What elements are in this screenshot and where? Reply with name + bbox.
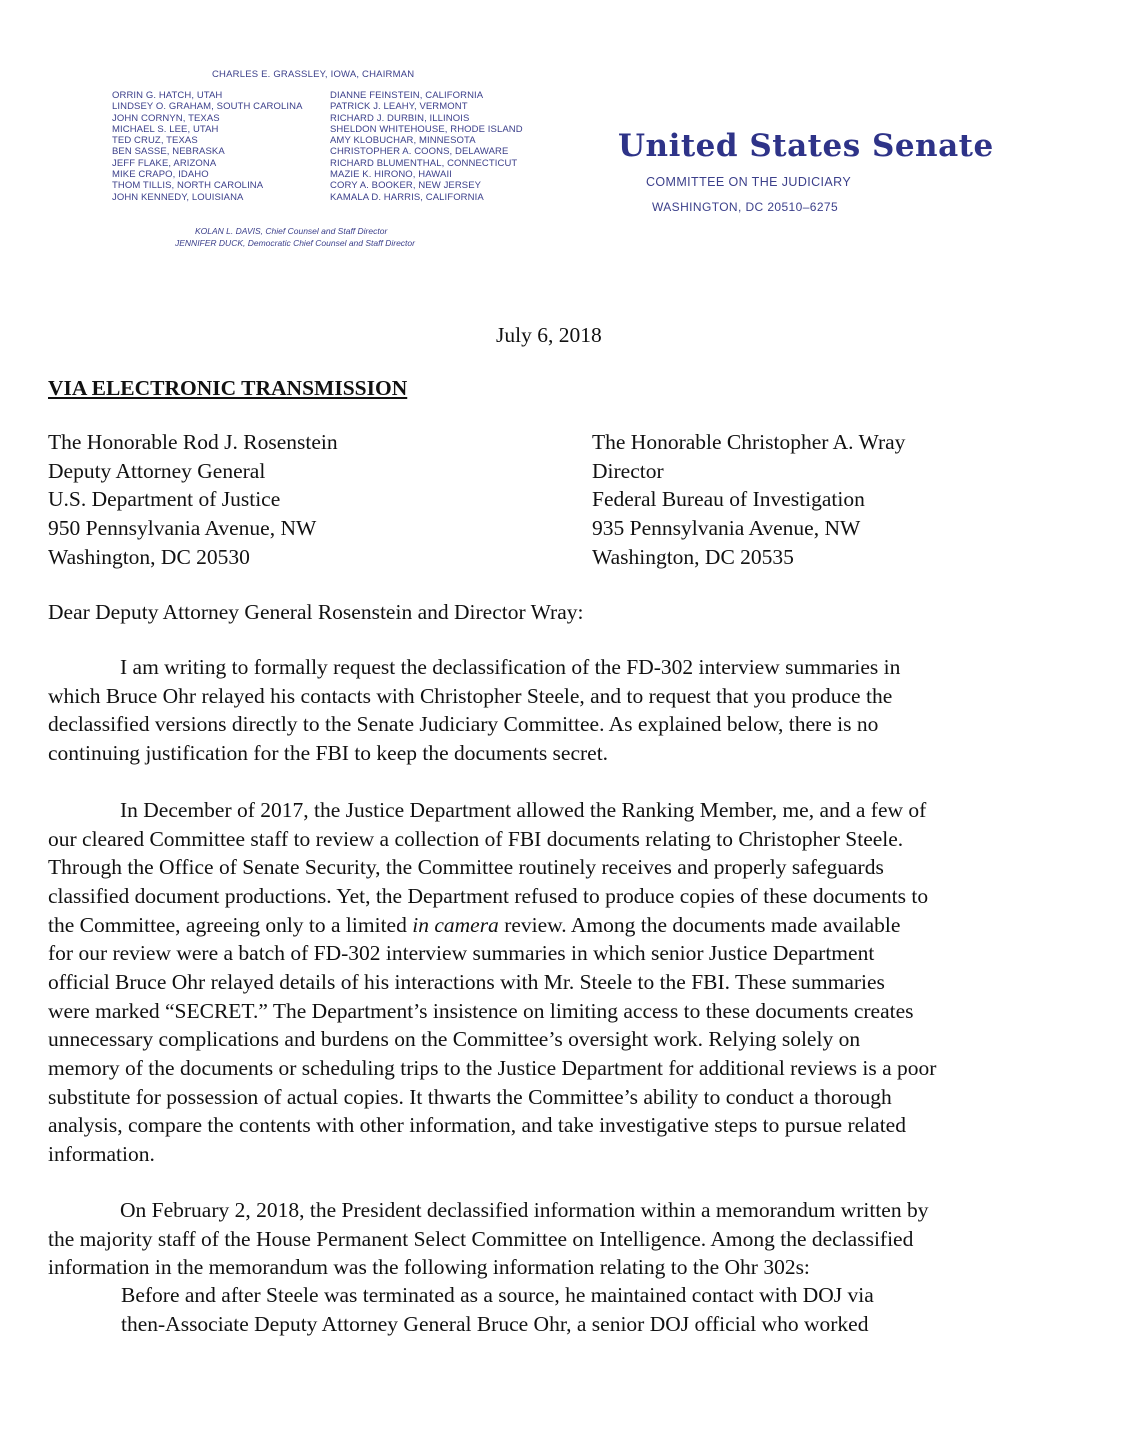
member-name: CHRISTOPHER A. COONS, DELAWARE: [330, 146, 509, 158]
address-line: Director: [592, 458, 664, 483]
member-name: PATRICK J. LEAHY, VERMONT: [330, 101, 468, 113]
address-line: Washington, DC 20530: [48, 544, 250, 569]
block-quote: [121, 1281, 874, 1338]
member-name: DIANNE FEINSTEIN, CALIFORNIA: [330, 90, 484, 101]
recipient-wray: [592, 428, 905, 572]
address-line: U.S. Department of Justice: [48, 487, 281, 512]
paragraph-line: substitute for possession of actual copies. It thwarts the Committee’s ability to conduct a thorough: [48, 1084, 892, 1109]
paragraph-line: In December of 2017, the Justice Department allowed the Ranking Member, me, and a few of: [120, 798, 927, 822]
paragraph-line: the majority staff of the House Permanent Select Committee on Intelligence. Among the declassified: [48, 1226, 914, 1251]
paragraph-line: our cleared Committee staff to review a collection of FBI documents relating to Christopher Steele.: [48, 826, 904, 851]
address-line: 935 Pennsylvania Avenue, NW: [592, 516, 861, 541]
member-name: MAZIE K. HIRONO, HAWAII: [330, 169, 452, 181]
member-name: AMY KLOBUCHAR, MINNESOTA: [330, 135, 476, 147]
address-line: Washington, DC 20535: [592, 544, 794, 569]
paragraph-line: analysis, compare the contents with other information, and take investigative steps to pursue related: [48, 1113, 906, 1138]
paragraph-line: On February 2, 2018, the President declassified information within a memorandum written by: [120, 1198, 929, 1222]
recipient-rosenstein: [48, 428, 338, 572]
paragraph-line: official Bruce Ohr relayed details of his interactions with Mr. Steele to the FBI. These summaries: [48, 969, 885, 994]
member-name: MICHAEL S. LEE, UTAH: [112, 123, 219, 135]
paragraph-line: information in the memorandum was the following information relating to the Ohr 302s:: [48, 1255, 810, 1280]
italic-phrase: in camera: [412, 912, 499, 937]
address-line: Federal Bureau of Investigation: [592, 487, 865, 512]
paragraph-line: classified document productions. Yet, the Department refused to produce copies of these documents to: [48, 883, 929, 908]
member-name: TED CRUZ, TEXAS: [112, 135, 198, 147]
address-line: Deputy Attorney General: [48, 458, 266, 483]
paragraph-3: [48, 1196, 928, 1282]
paragraph-line: which Bruce Ohr relayed his contacts with Christopher Steele, and to request that you produce the: [48, 683, 893, 708]
paragraph-line: memory of the documents or scheduling trips to the Justice Department for additional reviews is a poor: [48, 1055, 937, 1080]
paragraph-line: information.: [48, 1141, 155, 1166]
senate-title: United States Senate: [618, 128, 994, 164]
paragraph-line: were marked “SECRET.” The Department’s insistence on limiting access to these documents creates: [48, 998, 914, 1023]
text-run: the Committee, agreeing only to a limited: [48, 912, 413, 937]
paragraph-line: I am writing to formally request the declassification of the FD-302 interview summaries in: [120, 655, 901, 679]
committee-name: COMMITTEE ON THE JUDICIARY: [646, 175, 852, 189]
paragraph-line: unnecessary complications and burdens on the Committee’s oversight work. Relying solely on: [48, 1027, 861, 1052]
transmission-heading: VIA ELECTRONIC TRANSMISSION: [48, 376, 408, 400]
member-name: RICHARD BLUMENTHAL, CONNECTICUT: [330, 157, 518, 169]
quote-line: Before and after Steele was terminated as a source, he maintained contact with DOJ via: [121, 1283, 874, 1307]
member-name: JOHN KENNEDY, LOUISIANA: [112, 191, 244, 203]
quote-line: then-Associate Deputy Attorney General Bruce Ohr, a senior DOJ official who worked: [121, 1311, 869, 1336]
letter-date: July 6, 2018: [496, 323, 602, 347]
salutation: Dear Deputy Attorney General Rosenstein and Director Wray:: [48, 600, 584, 624]
member-name: BEN SASSE, NEBRASKA: [112, 146, 225, 158]
text-run: review. Among the documents made available: [498, 912, 901, 937]
member-name: JOHN CORNYN, TEXAS: [112, 112, 220, 124]
chairman-line: CHARLES E. GRASSLEY, IOWA, CHAIRMAN: [212, 69, 415, 80]
majority-members: [112, 90, 303, 203]
committee-address: WASHINGTON, DC 20510–6275: [652, 200, 839, 214]
member-name: KAMALA D. HARRIS, CALIFORNIA: [330, 191, 484, 203]
paragraph-2: [48, 796, 936, 1169]
paragraph-line: continuing justification for the FBI to keep the documents secret.: [48, 740, 609, 765]
member-name: CORY A. BOOKER, NEW JERSEY: [330, 180, 482, 192]
member-name: LINDSEY O. GRAHAM, SOUTH CAROLINA: [112, 101, 303, 113]
member-name: THOM TILLIS, NORTH CAROLINA: [112, 180, 264, 192]
paragraph-line: [48, 911, 936, 940]
member-name: ORRIN G. HATCH, UTAH: [112, 90, 223, 101]
chief-counsel-line: KOLAN L. DAVIS, Chief Counsel and Staff Director: [195, 226, 388, 236]
paragraph-line: Through the Office of Senate Security, the Committee routinely receives and properly safeguards: [48, 855, 884, 880]
paragraph-line: declassified versions directly to the Senate Judiciary Committee. As explained below, there is no: [48, 712, 879, 737]
address-line: The Honorable Rod J. Rosenstein: [48, 430, 338, 454]
paragraph-1: [48, 653, 900, 768]
member-name: JEFF FLAKE, ARIZONA: [112, 157, 217, 169]
member-name: SHELDON WHITEHOUSE, RHODE ISLAND: [330, 123, 523, 135]
democratic-counsel-line: JENNIFER DUCK, Democratic Chief Counsel and Staff Director: [175, 238, 415, 248]
member-name: MIKE CRAPO, IDAHO: [112, 169, 209, 181]
minority-members: [330, 90, 523, 203]
paragraph-line: for our review were a batch of FD-302 interview summaries in which senior Justice Department: [48, 941, 875, 966]
address-line: The Honorable Christopher A. Wray: [592, 430, 906, 454]
address-line: 950 Pennsylvania Avenue, NW: [48, 516, 317, 541]
member-name: RICHARD J. DURBIN, ILLINOIS: [330, 112, 470, 124]
